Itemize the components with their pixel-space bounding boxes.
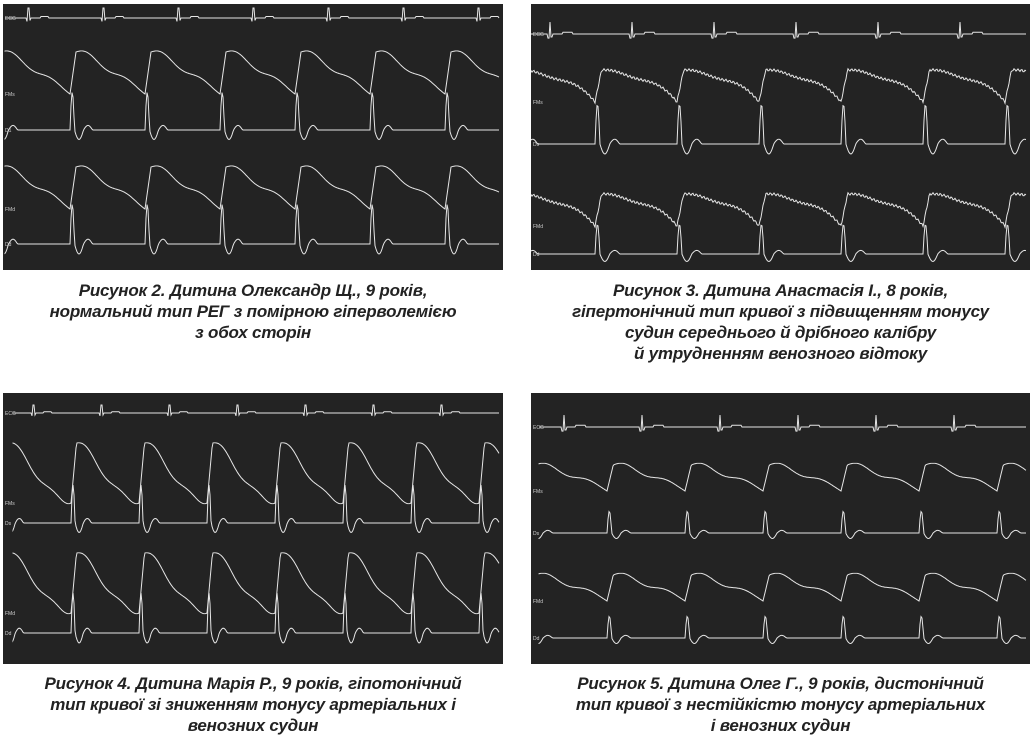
- caption-fig5: [531, 673, 1030, 736]
- derivative-right-trace: [3, 593, 499, 643]
- reo-right-trace: [531, 193, 1026, 228]
- derivative-right-trace: [3, 205, 499, 254]
- channel-label: FMs: [5, 92, 15, 98]
- caption-line: й утрудненням венозного відтоку: [633, 344, 928, 363]
- channel-label: Ds: [533, 142, 540, 148]
- channel-label: ECG: [5, 411, 16, 417]
- reg-traces-fig3: [531, 4, 1030, 270]
- channel-label: ECG: [533, 425, 544, 431]
- ecg-trace: [531, 22, 1026, 38]
- caption-line: Рисунок 3. Дитина Анастасія І., 8 років,: [612, 281, 948, 300]
- reg-traces-fig4: [3, 393, 503, 664]
- caption-line: нормальний тип РЕГ з помірною гіперволемією: [49, 302, 457, 321]
- reg-recording-fig4: [3, 393, 503, 664]
- channel-label: FMs: [533, 100, 543, 106]
- derivative-left-trace: [3, 485, 499, 533]
- channel-label: Ds: [533, 531, 540, 537]
- reg-recording-fig5: [531, 393, 1030, 664]
- channel-label: Dd: [533, 252, 540, 258]
- caption-line: тип кривої зі зниженням тонусу артеріальних і: [50, 695, 456, 714]
- reg-recording-fig2: [3, 4, 503, 270]
- reo-left-trace: [3, 51, 499, 94]
- derivative-right-trace: [531, 617, 1026, 644]
- caption-line: і венозних судин: [710, 716, 851, 735]
- caption-line: венозних судин: [187, 716, 319, 735]
- caption-line: Рисунок 2. Дитина Олександр Щ., 9 років,: [78, 281, 428, 300]
- reo-right-trace: [531, 573, 1026, 601]
- reg-recording-fig3: [531, 4, 1030, 270]
- channel-label: Ds: [5, 521, 12, 527]
- reg-traces-fig5: [531, 393, 1030, 664]
- channel-label: FMd: [5, 207, 15, 213]
- channel-label: ECG: [533, 32, 544, 38]
- channel-label: FMs: [533, 489, 543, 495]
- channel-label: FMs: [5, 501, 15, 507]
- reo-left-trace: [531, 463, 1026, 491]
- reo-left-trace: [531, 69, 1026, 104]
- reo-right-trace: [3, 553, 499, 614]
- channel-label: D1: [5, 128, 12, 134]
- derivative-left-trace: [531, 106, 1026, 154]
- caption-line: тип кривої з нестійкістю тонусу артеріальних: [575, 695, 986, 714]
- caption-line: Рисунок 4. Дитина Марія Р., 9 років, гіпотонічний: [44, 674, 462, 693]
- caption-fig3: [531, 280, 1030, 364]
- channel-label: Dd: [5, 242, 12, 248]
- ecg-trace: [3, 405, 499, 416]
- caption-fig2: [3, 280, 503, 343]
- channel-label: FMd: [533, 599, 543, 605]
- channel-label: Dd: [533, 636, 540, 642]
- caption-fig4: [3, 673, 503, 736]
- reo-right-trace: [3, 166, 499, 209]
- channel-label: ECG: [5, 16, 16, 22]
- derivative-left-trace: [531, 512, 1026, 539]
- derivative-right-trace: [531, 225, 1026, 261]
- caption-line: судин середнього й дрібного калібру: [625, 323, 936, 342]
- caption-line: Рисунок 5. Дитина Олег Г., 9 років, дистонічний: [577, 674, 984, 693]
- channel-label: Dd: [5, 631, 12, 637]
- reo-left-trace: [3, 443, 499, 504]
- caption-line: з обох сторін: [195, 323, 311, 342]
- ecg-trace: [3, 8, 499, 22]
- reg-traces-fig2: [3, 4, 503, 270]
- derivative-left-trace: [3, 93, 499, 140]
- channel-label: FMd: [5, 611, 15, 617]
- caption-line: гіпертонічний тип кривої з підвищенням тонусу: [572, 302, 989, 321]
- channel-label: FMd: [533, 224, 543, 230]
- ecg-trace: [531, 415, 1026, 431]
